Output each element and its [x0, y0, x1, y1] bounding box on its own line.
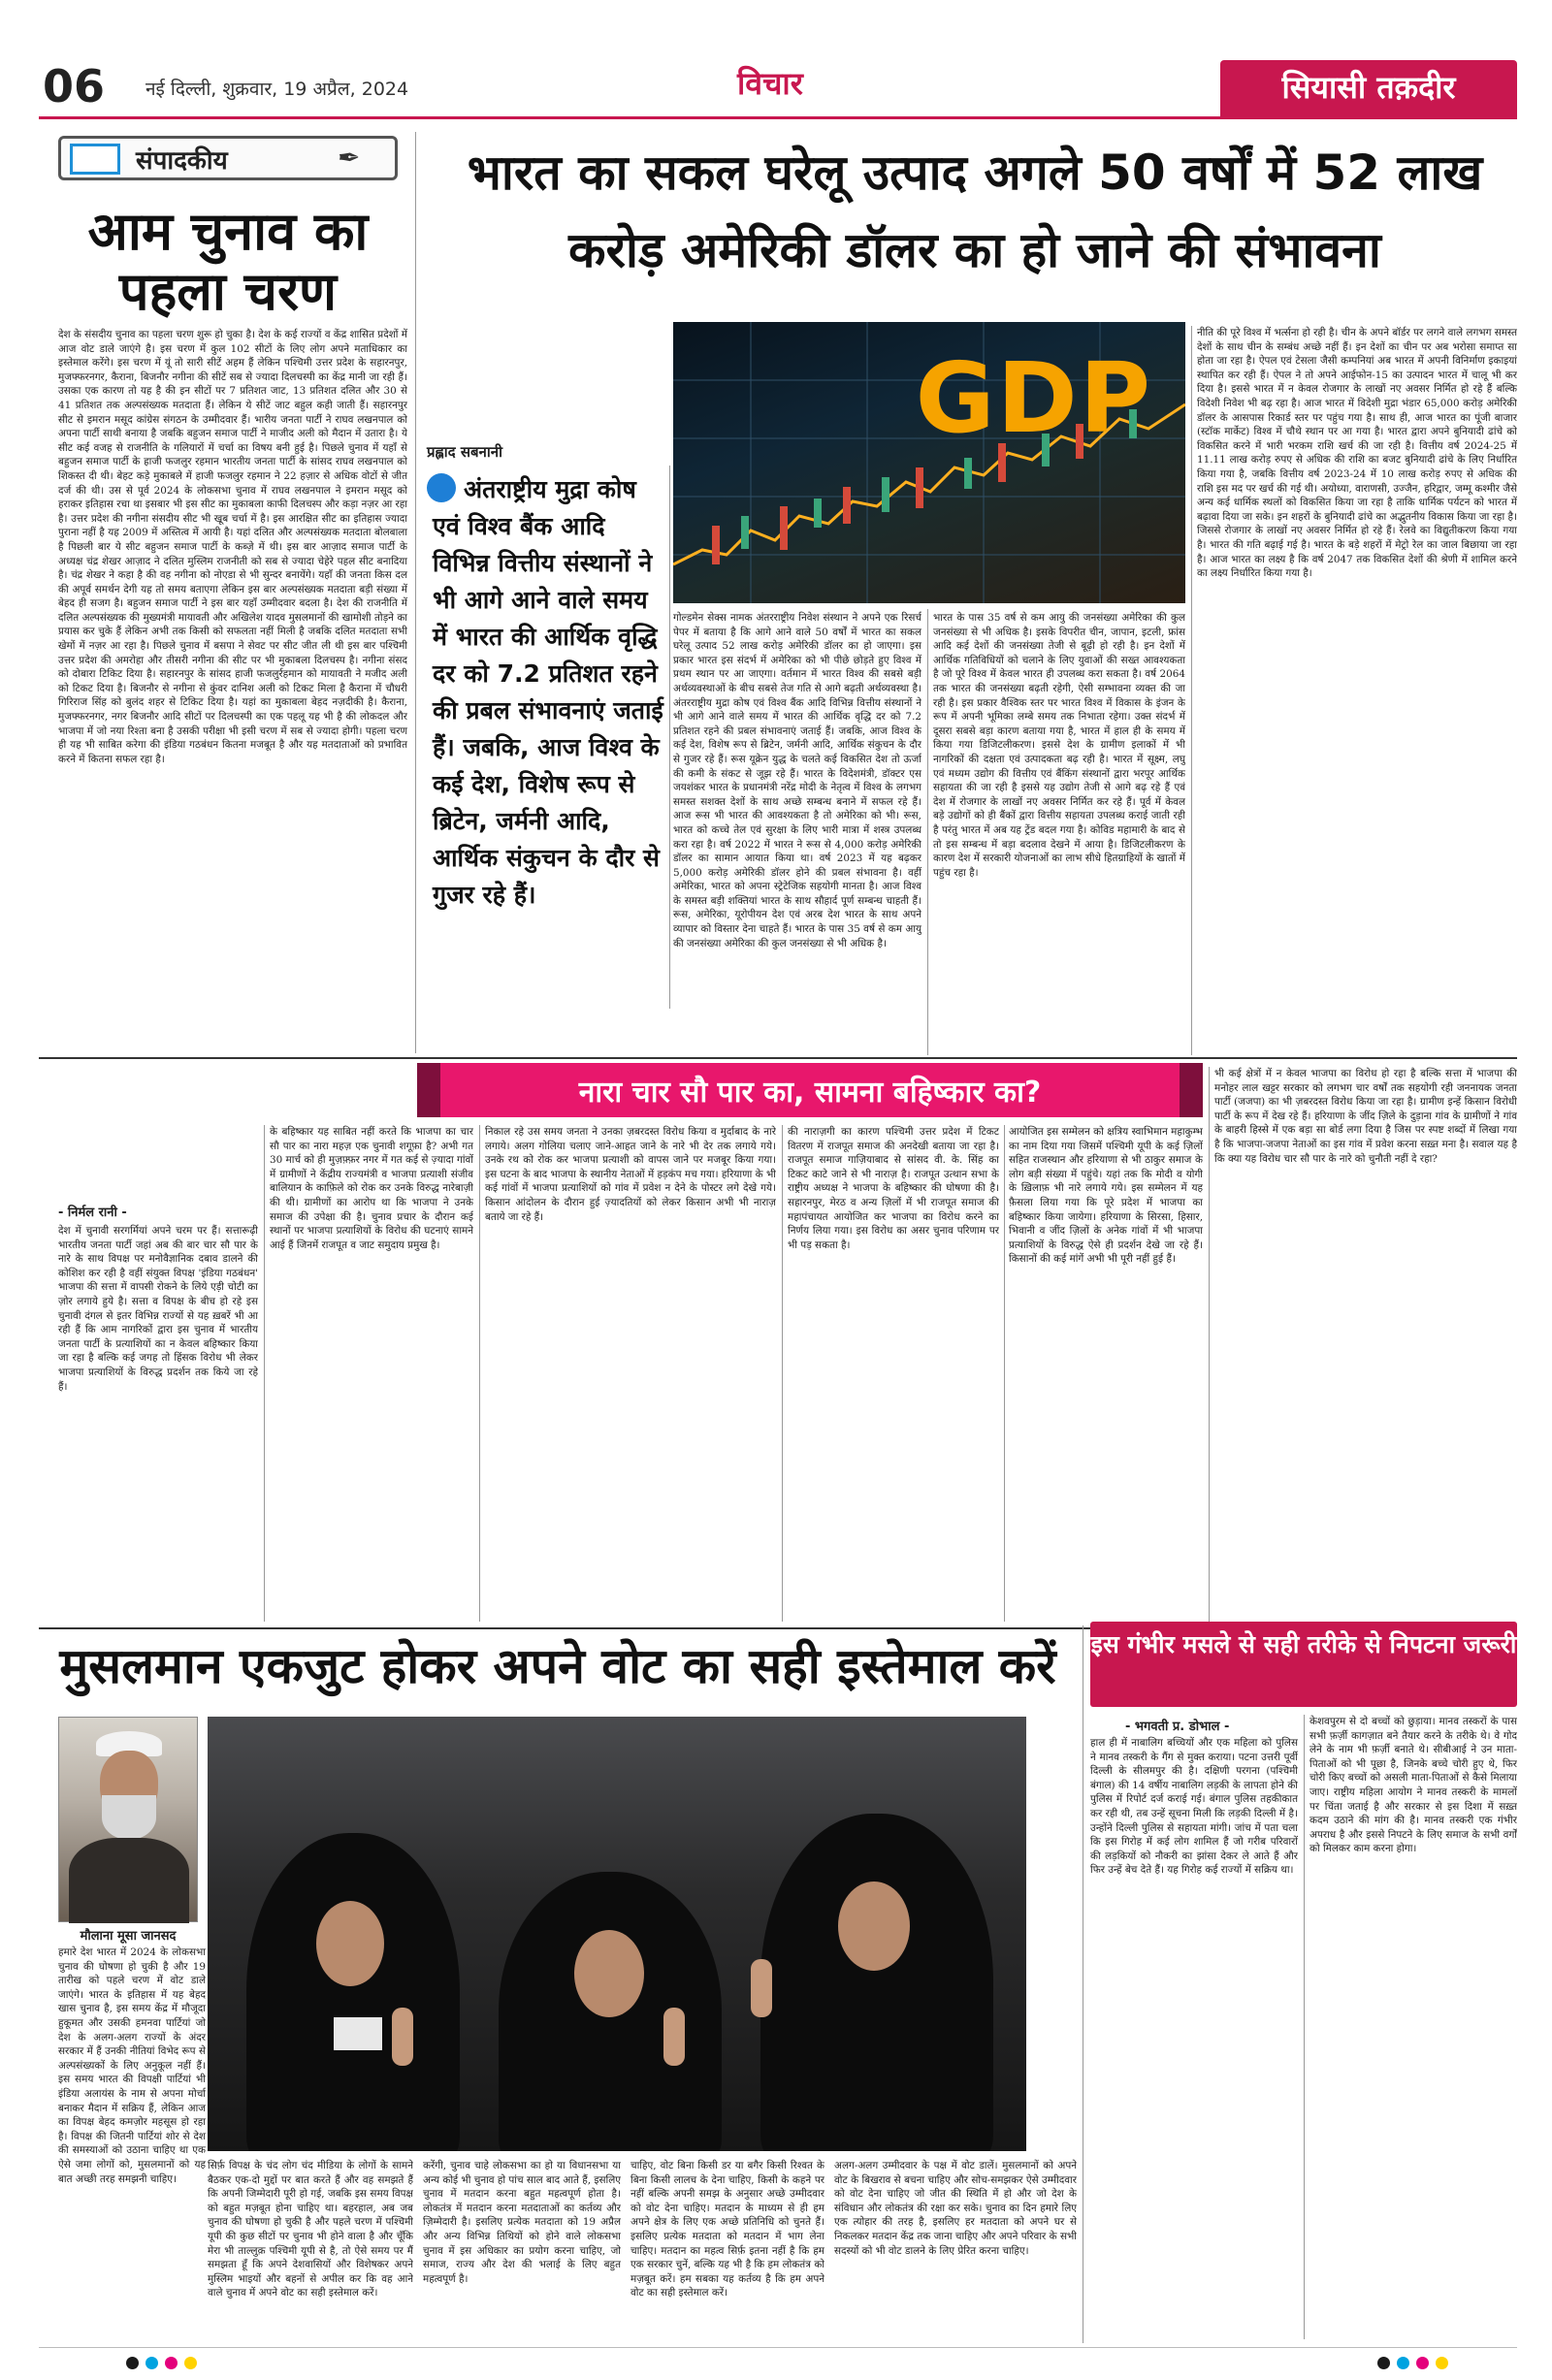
footer-rule	[39, 2347, 1517, 2348]
voter-slip	[334, 2017, 382, 2050]
side-headline: इस गंभीर मसले से सही तरीके से निपटना जरूरी	[1090, 1630, 1517, 1658]
page-number: 06	[43, 60, 106, 113]
editorial-body: देश के संसदीय चुनाव का पहला चरण शुरू हो चुका है। देश के कई राज्यों व केंद्र शासित प्रदेशों में आज वोट डाले जाएंगे है। इस चरण में कुल 102 सीटों के लिए लोग अपने मताधिकार का इस्तेमाल करेंगे। इस चरण में यूं तो सारी सीटें अहम हैं लेकिन पश्चिमी उत्तर प्रदेश के सहारनपुर, मुजफ्फरनगर, कैराना, बिजनौर नगीना की सीटें सब से ज्यादा दिलचस्पी का केंद्र मानी जा रही हैं। उसका एक कारण तो यह है की इन सीटों पर 7 प्रतिशत जाट, 13 प्रतिशत दलित और 30 से 41 प्रतिशत तक अल्पसंख्यक मतदाता हैं। लेकिन ये सीटें जाट बहुल कही जाती हैं। सहारनपुर सीट से इमरान मसूद कांग्रेस संगठन के उम्मीदवार हैं। भारीय जनता पार्टी ने राघव लखनपाल को अपना पार्टी साथी बनाया है जबकि बहुजन समाज पार्टी ने माजीद अली को मैदान में उतारा है। ये सीट कई वजह से राजनीति के गलियारों में चर्चा का विषय बनी हुई है। पिछले चुनाव में यहाँ से बहुजन समाज पार्टी के हाजी फजलुर रहमान भारतीय जनता पार्टी के सांसद राघव लखनपाल को शिकस्त दी थी। बेहट कड़े मुकाबले में हाजी फजलुर रहमान ने 22 हज़ार से अधिक वोटों से जीत दर्ज की थी। उस से पूर्व 2024 के लोकसभा चुनाव में राघव लखनपाल ने इमरान मसूद को हराकर इतिहास रचा था इसबार भी इस सीट का मुकाबला काफी दिलचस्प और कड़ा नज़र आ रहा है। उत्तर प्रदेश की नगीना संसदीय सीट भी खूब चर्चा में है। इस आरक्षित सीट का इतिहास ज्यादा पुराना नहीं है यह 2009 में अस्तित्व में आयी है। यहां दलित और अल्पसंख्यक मतदाता बोलबाला है पिछली बार ये सीट बहुजन समाज पार्टी के कब्ज़े में थी। इस बार आज़ाद समाज पार्टी के अध्यक्ष चंद्र शेखर आज़ाद ने दलित मुस्लिम राजनीती को सब से ज्यादा चेहेरे पहल सीट बनादिया है। चंद्र शेखर ने कहा है की वह नगीना को नोएडा से भी सुन्दर बनायेंगे। यहाँ की जनता किस दल की अपूर्व समर्थन देगी यह तो समय बताएगा लेकिन इस बार अल्पसंख्यक मतदाता बड़ी संख्या में बेहद ही सजग है। बहुजन समाज पार्टी ने इस बार यहाँ उम्मीदवार बदला है। देश की राजनीति में दलित अल्पसंख्यक की मुख्यमंत्री मायावती और अखिलेश यादव मुसलमानों की खामोशी तोड़ने का प्रयास कर चुके हैं लेकिन अभी तक किसी को सफलता नहीं मिली है जबकि दलित मतदाता सभी खेमों में नज़र आ रहा है। पिछले चुनाव में बसपा ने सेवट पर सीट जीत ली थी इस बार पश्चिमी उत्तर प्रदेश की अमरोहा और तीसरी नगीना की सीट पर भी मुकाबला दिलचस्प है। नगीना संसद को दोबारा टिकिट दिया है। सहारनपुर के सांसद हाजी फजलुर्रहमान को मायावती ने मजीद अली को टिकट दिया है। बिजनौर से नगीना से कुंवर दानिश अली को टिकट मिला है कैराना में चौधरी गिरिराज सिंह को बुलंद शहर से टिकिट दिया है। यहां का मुकाबला बेहद नज़दीकी है। कैराना, मुजफ्फरनगर, नगर बिजनौर आदि सीटों पर दिलचस्पी का एक पहलू यह भी है की लोकदल और भाजपा में जो नया रिश्ता बना है उसकी परीक्षा भी इसी चरण में सब से ज्यादा होगी। पहला चरण ही यह भी साबित करेगा की इंडिया गठबंधन कितना मजबूत है और यह मतदाताओं को प्रभावित करने में कितना सफल रहा है।	[58, 329, 407, 765]
face-shape	[574, 1930, 644, 2017]
column-divider	[415, 132, 416, 1053]
middle-col1: देश में चुनावी सरगर्मियां अपने चरम पर हैं। सत्तारूढ़ी भारतीय जनता पार्टी जहां अब की बार चार सौ पार के नारे के साथ विपक्ष पर मनोवैज्ञानिक दबाव डालने की कोशिश कर रही है वहीं संयुक्त विपक्ष 'इंडिया गठबंधन' भाजपा की सत्ता में वापसी रोकने के लिये एड़ी चोटी का ज़ोर लगाये हुये है। सत्ता व विपक्ष के बीच हो रहे इस चुनावी दंगल से इतर विभिन्न राज्यों से यह ख़बरें भी आ रही हैं कि आम नागरिकों द्वारा इस चुनाव में भारतीय जनता पार्टी के प्रत्याशियों का न केवल बहिष्कार किया जा रहा है बल्कि कई जगह तो हिंसक विरोध भी लेकर भाजपा प्रत्याशियों के विरुद्ध प्रदर्शन तक किये जा रहे हैं।	[58, 1225, 258, 1393]
bottom-headline: मुसलमान एकजुट होकर अपने वोट का सही इस्तेमाल करें	[59, 1638, 1056, 1694]
column-divider	[1304, 1715, 1305, 2339]
gdp-main-col2: भारत के पास 35 वर्ष से कम आयु की जनसंख्या अमेरिका की कुल जनसंख्या से भी अधिक है। इसके विपरीत चीन, जापान, इटली, फ्रांस आदि कई देशों की जनसंख्या तेजी से बूढ़ी हो रही है। इन देशों में आर्थिक गतिविधियों को चलाने के लिए युवाओं की सख्त आवश्यकता है जो पूरे विश्व में केवल भारत ही उपलब्ध करा सकता है। वर्ष 2064 तक भारत की जनसंख्या बढ़ती रहेगी, ऐसी सम्भावना व्यक्त की जा रही है। इस प्रकार वैश्विक स्तर पर भारत विश्व में विकास के इंजन के रूप में अपनी भूमिका लम्बे समय तक निभाता रहेगा। उक्त संदर्भ में दूसरा सबसे बड़ा कारण बताया गया है, भारत में हाल ही के समय में किया गया डिजिटलीकरण। इससे देश के ग्रामीण इलाकों में भी नागरिकों की दक्षता एवं उत्पादकता बढ़ रही है। भारत में सूक्ष्म, लघु एवं मध्यम उद्योग की वित्तीय एवं बैंकिंग संस्थानों द्वारा भरपूर आर्थिक सहायता की जा रही है इससे यह उद्योग तेजी से आगे बढ़ रहे हैं एवं देश में रोजगार के लाखों नए अवसर निर्मित कर रहे हैं। पूर्व में केवल बड़े उद्योगों को ही बैंकों द्वारा वित्तीय सहायता उपलब्ध कराई जाती रही है परंतु भारत में अब यह ट्रेंड बदल गया है। कोविड महामारी के बाद से तो इस सम्बन्ध में बड़ा बदलाव देखने में आया है। डिजिटलीकरण के कारण देश में सरकारी योजनाओं का लाभ सीधे हितग्राहियों के खातों में पहुंच रहा है।	[933, 612, 1185, 879]
editorial-headline: आम चुनाव का पहला चरण	[87, 201, 369, 322]
bottom-col3: करेंगी, चुनाव चाहे लोकसभा का हो या विधानसभा या अन्य कोई भी चुनाव हो पांच साल बाद आते हैं, इसलिए चुनाव में मतदान करना बहुत महत्वपूर्ण होता है। लोकतंत्र में मतदान करना मतदाताओं का कर्तव्य और ज़िम्मेदारी है। इसलिए प्रत्येक मतदाता को 19 अप्रैल और अन्य विभिन्न तिथियों को होने वाले लोकसभा चुनाव में इस अधिकार का प्रयोग करना चाहिए, जो समाज, राज्य और देश की भलाई के लिए बहुत महत्वपूर्ण है।	[423, 2160, 621, 2285]
gdp-image-text: GDP	[915, 341, 1152, 455]
bottom-col2: सिर्फ़ विपक्ष के चंद लोग चंद मीडिया के लोगों के सामने बैठकर एक-दो मुद्दों पर बात करते हैं और वह समझते हैं कि अपनी जिम्मेदारी पूरी हो गई, जबकि इस समय विपक्ष को बहुत मज़बूत होना चाहिए था। बहरहाल, अब जब चुनाव की घोषणा हो चुकी है और पहले चरण में पश्चिमी यूपी की कुछ सीटों पर चुनाव भी होने वाला है और चूँकि मेरा भी ताल्लुक़ पश्चिमी यूपी से है, तो ऐसे समय पर मैं समझता हूँ कि अपने देशवासियों और विशेषकर अपने मुस्लिम भाइयों और बहनों से अपील कर कि वह आने वाले चुनाव में अपने वोट का सही इस्तेमाल करें।	[208, 2160, 413, 2300]
registration-dot	[146, 2357, 158, 2369]
middle-headline: नारा चार सौ पार का, सामना बहिष्कार का?	[578, 1076, 1042, 1110]
side-col2: केशवपुरम से दो बच्चों को छुड़ाया। मानव तस्करों के पास सभी फ़र्ज़ी कागज़ात बने तैयार करने के तरीके थे। वे गोद लेने के नाम भी फ़र्ज़ी बनाते थे। सीबीआई ने उन माता-पिताओं को भी पूछा है, जिनके बच्चे चोरी हुए थे, फिर चोरी किए बच्चों को असली माता-पिताओं से कैसे मिलाया जाए। राष्ट्रीय महिला आयोग ने मानव तस्करी के मामलों पर चिंता जताई है और सरकार से इस दिशा में सख़्त कदम उठाने की मांग की है। मानव तस्करी एक गंभीर अपराध है और इससे निपटने के लिए समाज के सभी वर्गों को मिलकर काम करना होगा।	[1310, 1716, 1517, 1855]
side-col1: हाल ही में नाबालिग बच्चियों और एक महिला को पुलिस ने मानव तस्करी के गैंग से मुक्त कराया। पटना उत्तरी पूर्वी दिल्ली के सीलमपुर की है। दक्षिणी परगना (पश्चिमी बंगाल) की 14 वर्षीय नाबालिग लड़की के लापता होने की पुलिस में रिपोर्ट दर्ज कराई गई। बंगाल पुलिस तहकीकात कर रही थी, तब उन्हें सूचना मिली कि लड़की दिल्ली में है। उन्होंने दिल्ली पुलिस से सहायता मांगी। जांच में पता चला कि इस गिरोह में कई लोग शामिल हैं जो गरीब परिवारों की लड़कियों को नौकरी का झांसा देकर ले आते हैं और फिर उन्हें बेच देते हैं। यह गिरोह कई राज्यों में सक्रिय था।	[1090, 1737, 1298, 1877]
beard-shape	[102, 1795, 156, 1840]
column-divider	[479, 1125, 480, 1622]
section-rule	[39, 1057, 1517, 1059]
raised-finger	[392, 2008, 413, 2066]
column-title: सियासी तक़दीर	[1281, 69, 1456, 106]
face-shape	[838, 1881, 910, 1971]
author-portrait	[58, 1717, 198, 1922]
gdp-main-col4: नीति की पूरे विश्व में भर्त्सना हो रही है। चीन के अपने बॉर्डर पर लगने वाले लगभग समस्त देशों के साथ चीन के सम्बंध अच्छे नहीं हैं। इन देशों का चीन पर अब भरोसा समाप्त सा होता जा रहा है। ऐपल एवं टेसला जैसी कम्पनियां अब भारत में अपनी विनिर्माण इकाइयां स्थापित कर रही हैं। ऐपल ने तो अपने आईफोन-15 का उत्पादन भारत में चालू भी कर दिया है। इससे भारत में न केवल रोजगार के लाखों नए अवसर निर्मित हो रहे हैं बल्कि विदेशी निवेश भी बढ़ रहा है। आज भारत में विदेशी मुद्रा भंडार 65,000 करोड़ अमेरिकी डॉलर के आसपास रिकार्ड स्तर पर पहुंच गया है। साथ ही, आज भारत का पूंजी बाजार (स्टॉक मार्केट) विश्व में चौथे स्थान पर आ गया है। भारत द्वारा अपने बुनियादी ढांचे को विकसित करने में भारी भरकम राशि खर्च की जा रही है। वित्तीय वर्ष 2024-25 में 11.11 लाख करोड़ रुपए से अधिक की राशि का बजट बुनियादी ढांचे के लिए निर्धारित किया गया है, जबकि वित्तीय वर्ष 2023-24 में 10 लाख करोड़ रुपए से अधिक की राशि इस मद पर खर्च की गई थी। अयोध्या, वाराणसी, उज्जैन, हरिद्वार, जम्मू कश्मीर जैसे अन्य कई धार्मिक स्थलों को विकसित किया जा रहा है ताकि धार्मिक पर्यटन को भारत में बढ़ावा दिया जा सके। इन शहरों के बुनियादी ढांचे का अद्भुतनीय विकास किया जा रहा है। जिससे रोजगार के लाखों नए अवसर निर्मित हो रहे हैं। रेलवे का विद्युतीकरण किया गया है। भारत की गति बढ़ाई गई है। भारत के बड़े शहरों में मेट्रो रेल का जाल बिछाया जा रहा है। आज भारत का लक्ष्य है कि वर्ष 2047 तक विकसित देशों की श्रेणी में शामिल करने का लक्ष्य निर्धारित किया गया है।	[1197, 327, 1517, 580]
woman-figure	[760, 1814, 993, 2151]
gdp-chart-image	[673, 322, 1185, 603]
raised-finger	[751, 1959, 772, 2017]
registration-dot	[1397, 2357, 1409, 2369]
middle-col6: भी कई क्षेत्रों में न केवल भाजपा का विरोध हो रहा है बल्कि सत्ता में भाजपा की मनोहर लाल खट्टर सरकार को लगभग चार वर्षों तक सहयोगी रही जननायक जनता पार्टी (जजपा) का भी ज़बरदस्त विरोध किया जा रहा है। ग्रामीण इन्हें किसान विरोधी पार्टी के रूप में देख रहे हैं। हरियाणा के जींद ज़िले के दुड़ाना गांव के ग्रामीणों ने गांव के बाहरी हिस्से में एक बड़ा सा बोर्ड लगा दिया है जिस पर स्पष्ट शब्दों में लिखा गया है कि भाजपा-जजपा नेताओं का इस गांव में प्रवेश करना सख़्त मना है। सवाल यह है कि क्या यह विरोध चार सौ पार के नारे को चुनौती नहीं दे रहा?	[1214, 1068, 1517, 1165]
registration-dot	[1416, 2357, 1429, 2369]
column-divider	[927, 609, 928, 1055]
column-divider	[264, 1125, 265, 1622]
gdp-pullquote: अंतराष्ट्रीय मुद्रा कोष एवं विश्व बैंक आदि विभिन्न वित्तीय संस्थानों ने भी आगे आने वाले समय में भारत की आर्थिक वृद्धि दर को 7.2 प्रतिशत रहने की प्रबल संभावनाएं जताई हैं। जबकि, आज विश्व के कई देश, विशेष रूप से ब्रिटेन, जर्मनी आदि, आर्थिक संकुचन के दौर से गुजर रहे हैं।	[433, 475, 663, 909]
middle-author: - निर्मल रानी -	[58, 1206, 127, 1220]
section-title: विचार	[737, 65, 803, 102]
middle-col2: के बहिष्कार यह साबित नहीं करते कि भाजपा का चार सौ पार का नारा महज़ एक चुनावी शगूफ़ा है? अभी गत 30 मार्च को ही मुज़फ़्फ़र नगर में गत कई से ज़्यादा गांवों में ग्रामीणों ने केंद्रीय राज्यमंत्री व भाजपा प्रत्याशी संजीव बालियान के काफ़िले को रोक कर उनके विरुद्ध नारेबाज़ी की थी। ग्रामीणों का आरोप था कि भाजपा ने उनके समाज की उपेक्षा की है। चुनाव प्रचार के दौरान कई स्थानों पर भाजपा प्रत्याशियों के विरोध की घटनाएं सामने आई हैं जिनमें राजपूत व जाट समुदाय प्रमुख है।	[270, 1126, 473, 1251]
editorial-label: संपादकीय	[136, 146, 228, 176]
column-divider	[1004, 1125, 1005, 1622]
woman-figure	[246, 1833, 460, 2151]
registration-dot	[1377, 2357, 1390, 2369]
registration-dot	[1436, 2357, 1448, 2369]
fountain-pen-icon: ✒	[338, 142, 361, 174]
voters-photo	[208, 1717, 1026, 2151]
middle-col5: आयोजित इस सम्मेलन को क्षत्रिय स्वाभिमान महाकुम्भ का नाम दिया गया जिसमें पश्चिमी यूपी के कई ज़िलों सहित राजस्थान और हरियाणा से भी ठाकुर समाज के लोग बड़ी संख्या में पहुंचे। यहां तक कि मोदी व योगी के ख़िलाफ़ भी नारे लगाये गये। इस सम्मेलन में यह फ़ैसला लिया गया कि पूरे प्रदेश में भाजपा का बहिष्कार किया जायेगा। हरियाणा के सिरसा, हिसार, भिवानी व जींद ज़िलों के अनेक गांवों में भी भाजपा प्रत्याशियों के विरुद्ध ऐसे ही प्रदर्शन देखे जा रहे हैं। किसानों की कई मांगें अभी भी पूरी नहीं हुई हैं।	[1009, 1126, 1203, 1266]
pullquote-divider	[669, 466, 670, 1009]
gdp-author: प्रह्लाद सबनानी	[427, 443, 502, 461]
bottom-col6: अलग-अलग उम्मीदवार के पक्ष में वोट डालें। मुसलमानों को अपने वोट के बिखराव से बचना चाहिए और सोच-समझकर ऐसे उम्मीदवार को वोट देना चाहिए जो जीत की स्थिति में हो और जो देश के संविधान और लोकतंत्र की रक्षा कर सके। चुनाव का दिन हमारे लिए एक त्योहार की तरह है, इसलिए हर मतदाता को अपने घर से निकलकर मतदान केंद्र तक जाना चाहिए और अपने परिवार के सभी सदस्यों को भी वोट डालने के लिए प्रेरित करना चाहिए।	[834, 2160, 1077, 2257]
header-rule	[39, 116, 1517, 119]
bottom-col1: हमारे देश भारत में 2024 के लोकसभा चुनाव की घोषणा हो चुकी है और 19 तारीख को पहले चरण में वोट डाले जाएंगे। भारत के इतिहास में यह बेहद खास चुनाव है, इस समय केंद्र में मौजूदा हुकूमत और उसकी हमनवा पार्टियां जो देश के अलग-अलग राज्यों के अंदर सरकार में हैं उनकी नीतियां विभेद रूप से अल्पसंख्यकों के लिए अनुकूल नहीं हैं। इस समय भारत की विपक्षी पार्टियां भी इंडिया अलायंस के नाम से अपना मोर्चा बनाकर मैदान में सक्रिय हैं, लेकिन आज का विपक्ष बेहद कमज़ोर महसूस हो रहा है। विपक्ष की जितनी पार्टियां शोर से देश की समस्याओं को उठाना चाहिए था एक ऐसे जमा लोगों को, मुसलमानों को यह बात अच्छी तरह समझनी चाहिए।	[58, 1946, 206, 2185]
column-divider	[1209, 1067, 1210, 1622]
portrait-caption: मौलाना मूसा जानसद	[80, 1929, 177, 1944]
middle-col4: की नाराज़गी का कारण पश्चिमी उत्तर प्रदेश में टिकट वितरण में राजपूत समाज की अनदेखी बताया जा रहा है। राजपूत समाज गाज़ियाबाद से सांसद वी. के. सिंह का टिकट काटे जाने से भी नाराज़ है। राजपूत उत्थान सभा के राष्ट्रीय अध्यक्ष ने भाजपा के बहिष्कार की घोषणा की है। सहारनपुर, मेरठ व अन्य ज़िलों में भी राजपूत समाज की महापंचायत आयोजित कर भाजपा का विरोध करने का निर्णय लिया गया। इस विरोध का असर चुनाव परिणाम पर भी पड़ सकता है।	[788, 1126, 999, 1251]
editorial-badge-box	[70, 144, 120, 175]
gdp-headline: भारत का सकल घरेलू उत्पाद अगले 50 वर्षों में 52 लाख करोड़ अमेरिकी डॉलर का हो जाने की संभावना	[467, 145, 1483, 278]
gdp-main-col1: गोल्डमेन सेक्स नामक अंतरराष्ट्रीय निवेश संस्थान ने अपने एक रिसर्च पेपर में बताया है कि आगे आने वाले 50 वर्षों में भारत का सकल घरेलू उत्पाद 52 लाख करोड़ अमेरिकी डॉलर का हो जाएगा। इस प्रकार भारत इस संदर्भ में अमेरिका को भी पीछे छोड़ते हुए विश्व में प्रथम स्थान पर आ जाएगा। वर्तमान में भारत विश्व की सबसे बड़ी अर्थव्यवस्थाओं के बीच सबसे तेज गति से आगे बढ़ती अर्थव्यवस्था है। अंतरराष्ट्रीय मुद्रा कोष एवं विश्व बैंक आदि विभिन्न वित्तीय संस्थानों ने भी आगे आने वाले समय में भारत की आर्थिक वृद्धि दर को 7.2 प्रतिशत रहने की प्रबल संभावनाएं जताई हैं। जबकि, आज विश्व के कई देश, विशेष रूप से ब्रिटेन, जर्मनी आदि, आर्थिक संकुचन के दौर से गुजर रहे हैं। रूस यूक्रेन युद्ध के चलते कई विकसित देश तो ऊर्जा की कमी के संकट से जूझ रहे हैं। भारत के विदेशमंत्री, डॉक्टर एस जयशंकर भारत के प्रधानमंत्री नरेंद्र मोदी के नेतृत्व में विश्व के लगभग समस्त सशक्त देशों के साथ अच्छे सम्बन्ध बनाने में सफल रहे हैं। आज रूस भी भारत की आवश्यकता है तो अमेरिका को भी। रूस, भारत को कच्चे तेल एवं सुरक्षा के लिए भारी मात्रा में शस्त्र उपलब्ध करा रहा है। वर्ष 2022 में भारत ने रूस से 4,000 करोड़ अमेरिकी डॉलर का सामान आयात किया था। वर्ष 2023 में यह बढ़कर 5,000 करोड़ अमेरिकी डॉलर होने की प्रबल संभावना है। वहीं अमेरिका, भारत को अपना स्ट्रेटेजिक सहयोगी मानता है। आज विश्व के समस्त बड़ी शक्तियां भारत के साथ सौहार्द पूर्ण सम्बन्ध चाहती हैं। रूस, अमेरिका, यूरोपीयन देश एवं अरब देश भारत के साथ अपने व्यापार को विस्तार देना चाहते हैं। भारत के पास 35 वर्ष से कम आयु की जनसंख्या अमेरिका की कुल जनसंख्या से भी अधिक है।	[673, 612, 922, 949]
face-shape	[316, 1901, 384, 1986]
middle-col3: निकाल रहे उस समय जनता ने उनका ज़बरदस्त विरोध किया व मुर्दाबाद के नारे लगाये। अलग गोलिया चलाए जाने-आहत जाने के नारे भी देर तक लगाये गये। उनके रथ को रोक कर भाजपा प्रत्याशी को वापस जाने पर मजबूर किया गया। इस घटना के बाद भाजपा के स्थानीय नेताओं में हड़कंप मच गया। हरियाणा के भी कई गांवों में भाजपा प्रत्याशियों को गांव में प्रवेश न देने के पोस्टर लगे देखे गये। किसान आंदोलन के दौरान हुई ज़्यादतियों को लेकर किसान अभी भी नाराज़ बताये जा रहे हैं।	[485, 1126, 776, 1223]
registration-dot	[126, 2357, 139, 2369]
registration-dot	[165, 2357, 178, 2369]
column-divider	[782, 1125, 783, 1622]
column-divider	[1191, 326, 1192, 1055]
registration-dot	[184, 2357, 197, 2369]
bottom-col4: चाहिए, वोट बिना किसी डर या बगैर किसी रिश्वत के बिना किसी लालच के देना चाहिए, किसी के कहने पर नहीं बल्कि अपनी समझ के अनुसार अच्छे उम्मीदवार को वोट देना चाहिए। मतदान के माध्यम से ही हम अपने क्षेत्र के लिए एक अच्छे प्रतिनिधि को चुनते हैं। इसलिए प्रत्येक मतदाता को मतदान में भाग लेना चाहिए। मतदान का महत्व सिर्फ़ इतना नहीं है कि हम एक सरकार चुनें, बल्कि यह भी है कि हम लोकतंत्र को मज़बूत करें। हम सबका यह कर्तव्य है कि हम अपने वोट का सही इस्तेमाल करें।	[630, 2160, 824, 2300]
side-author: - भगवती प्र. डोभाल -	[1125, 1720, 1230, 1734]
raised-finger	[663, 2008, 685, 2066]
coat-shape	[69, 1838, 189, 1923]
issue-date: नई दिल्ली, शुक्रवार, 19 अप्रैल, 2024	[146, 79, 409, 100]
